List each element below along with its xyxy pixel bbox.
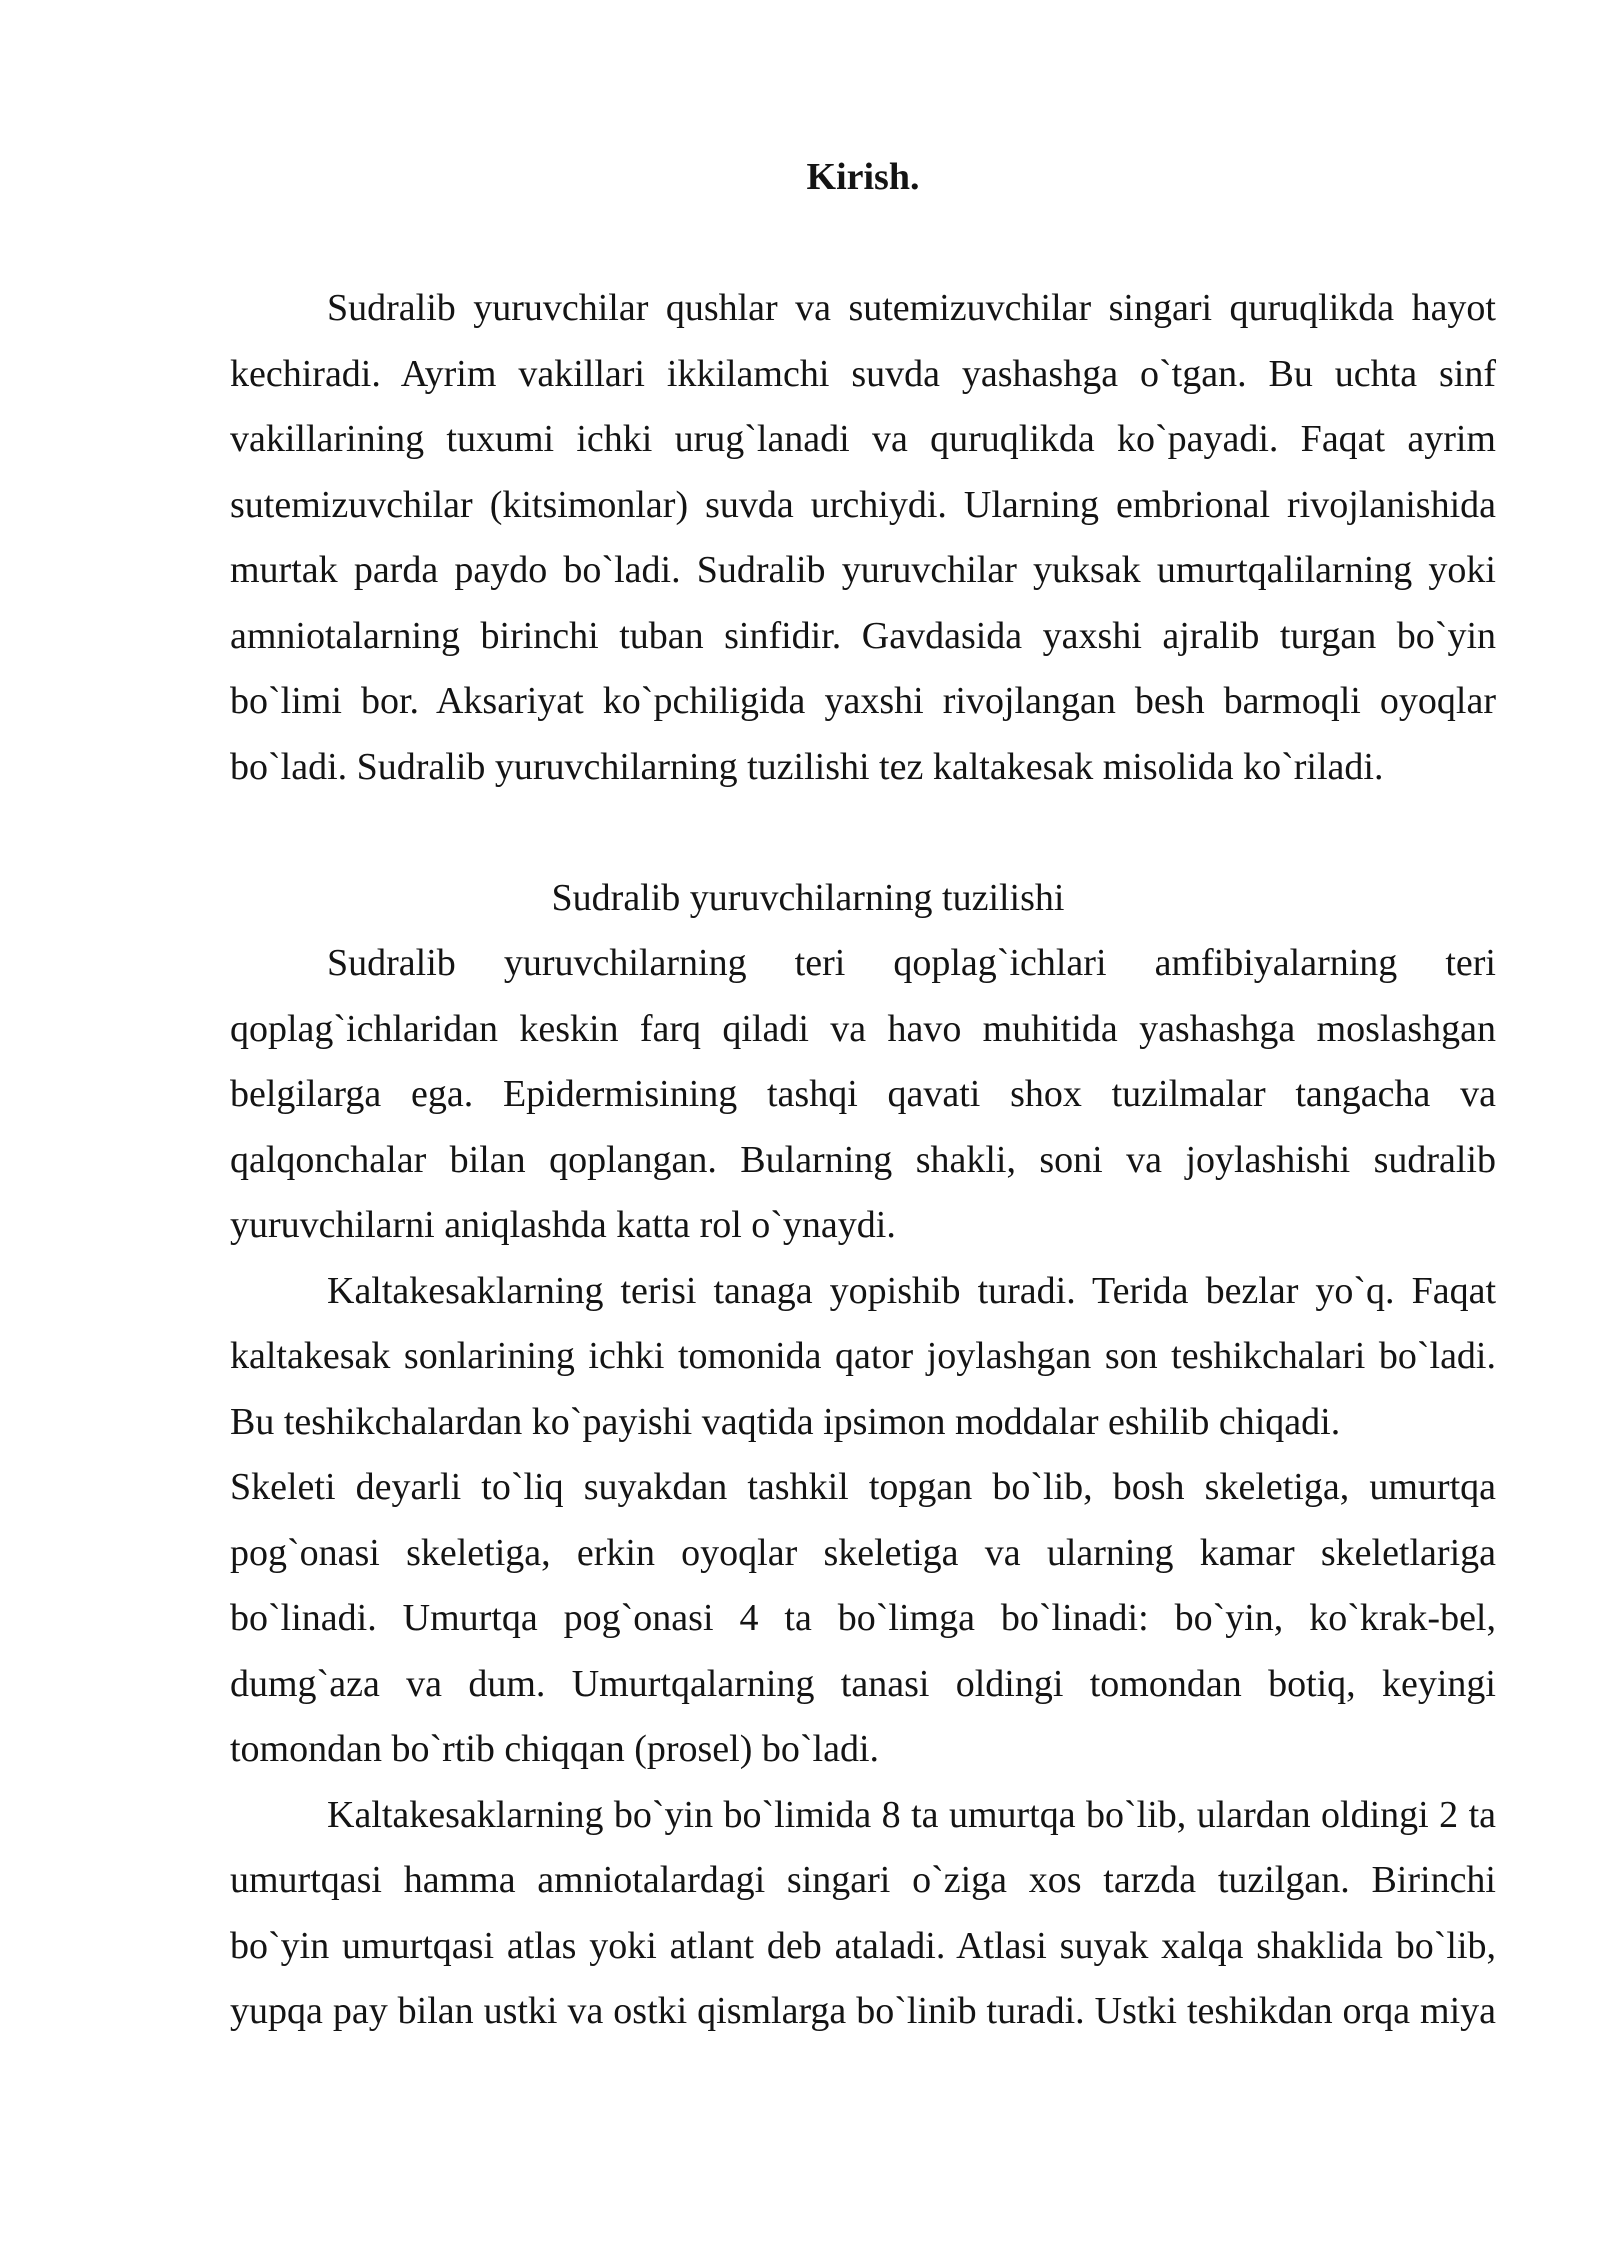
text-line: kaltakesak sonlarining ichki tomonida qator joylashgan son teshikchalari bo`ladi.	[230, 1335, 1496, 1377]
text-line: belgilarga ega. Epidermisining tashqi qavati shox tuzilmalar tangacha va	[230, 1073, 1496, 1115]
paragraph-skeleton	[230, 1455, 1496, 1783]
text-line: yuruvchilarni aniqlashda katta rol o`ynaydi.	[230, 1204, 896, 1246]
text-line: amniotalarning birinchi tuban sinfidir. Gavdasida yaxshi ajralib turgan bo`yin	[230, 614, 1496, 657]
paragraph-skin	[230, 931, 1496, 1259]
paragraph-lizard-skin	[230, 1259, 1496, 1456]
text-line: qalqonchalar bilan qoplangan. Bularning shakli, soni va joylashishi sudralib	[230, 1138, 1496, 1181]
text-line: tomondan bo`rtib chiqqan (prosel) bo`ladi.	[230, 1728, 880, 1770]
text-line: pog`onasi skeletiga, erkin oyoqlar skeletiga va ularning kamar skeletlariga	[230, 1531, 1496, 1574]
text-line: bo`limi bor. Aksariyat ko`pchiligida yaxshi rivojlangan besh barmoqli oyoqlar	[230, 680, 1496, 722]
text-line: Kaltakesaklarning bo`yin bo`limida 8 ta umurtqa bo`lib, ulardan oldingi 2 ta	[327, 1793, 1496, 1836]
text-line: murtak parda paydo bo`ladi. Sudralib yuruvchilar yuksak umurtqalilarning yoki	[230, 549, 1496, 591]
text-line: kechiradi. Ayrim vakillari ikkilamchi suvda yashashga o`tgan. Bu uchta sinf	[230, 352, 1496, 395]
text-line: yupqa pay bilan ustki va ostki qismlarga bo`linib turadi. Ustki teshikdan orqa miya	[230, 1990, 1496, 2032]
text-line: dumg`aza va dum. Umurtqalarning tanasi oldingi tomondan botiq, keyingi	[230, 1662, 1496, 1705]
text-line: Kaltakesaklarning terisi tanaga yopishib turadi. Terida bezlar yo`q. Faqat	[327, 1269, 1496, 1312]
text-line: Sudralib yuruvchilar qushlar va sutemizuvchilar singari quruqlikda hayot	[327, 287, 1496, 329]
intro-paragraph	[230, 276, 1496, 800]
text-line: bo`yin umurtqasi atlas yoki atlant deb ataladi. Atlasi suyak xalqa shaklida bo`lib,	[230, 1924, 1496, 1967]
text-line: bo`linadi. Umurtqa pog`onasi 4 ta bo`limga bo`linadi: bo`yin, ko`krak-bel,	[230, 1597, 1496, 1639]
text-line: umurtqasi hamma amniotalardagi singari o`ziga xos tarzda tuzilgan. Birinchi	[230, 1859, 1496, 1901]
page-title: Kirish.	[806, 156, 920, 198]
text-line: bo`ladi. Sudralib yuruvchilarning tuzilishi tez kaltakesak misolida ko`riladi.	[230, 745, 1384, 788]
text-line: qoplag`ichlaridan keskin farq qiladi va havo muhitida yashashga moslashgan	[230, 1007, 1496, 1050]
document-page	[230, 145, 1496, 2045]
text-line: sutemizuvchilar (kitsimonlar) suvda urchiydi. Ularning embrional rivojlanishida	[230, 483, 1496, 526]
paragraph-neck-vertebrae	[230, 1783, 1496, 2045]
text-line: Skeleti deyarli to`liq suyakdan tashkil topgan bo`lib, bosh skeletiga, umurtqa	[230, 1466, 1496, 1508]
text-line: vakillarining tuxumi ichki urug`lanadi va quruqlikda ko`payadi. Faqat ayrim	[230, 418, 1496, 460]
section-heading: Sudralib yuruvchilarning tuzilishi	[551, 876, 1065, 919]
text-line: Bu teshikchalardan ko`payishi vaqtida ipsimon moddalar eshilib chiqadi.	[230, 1400, 1341, 1443]
text-line: Sudralib yuruvchilarning teri qoplag`ichlari amfibiyalarning teri	[327, 942, 1496, 984]
